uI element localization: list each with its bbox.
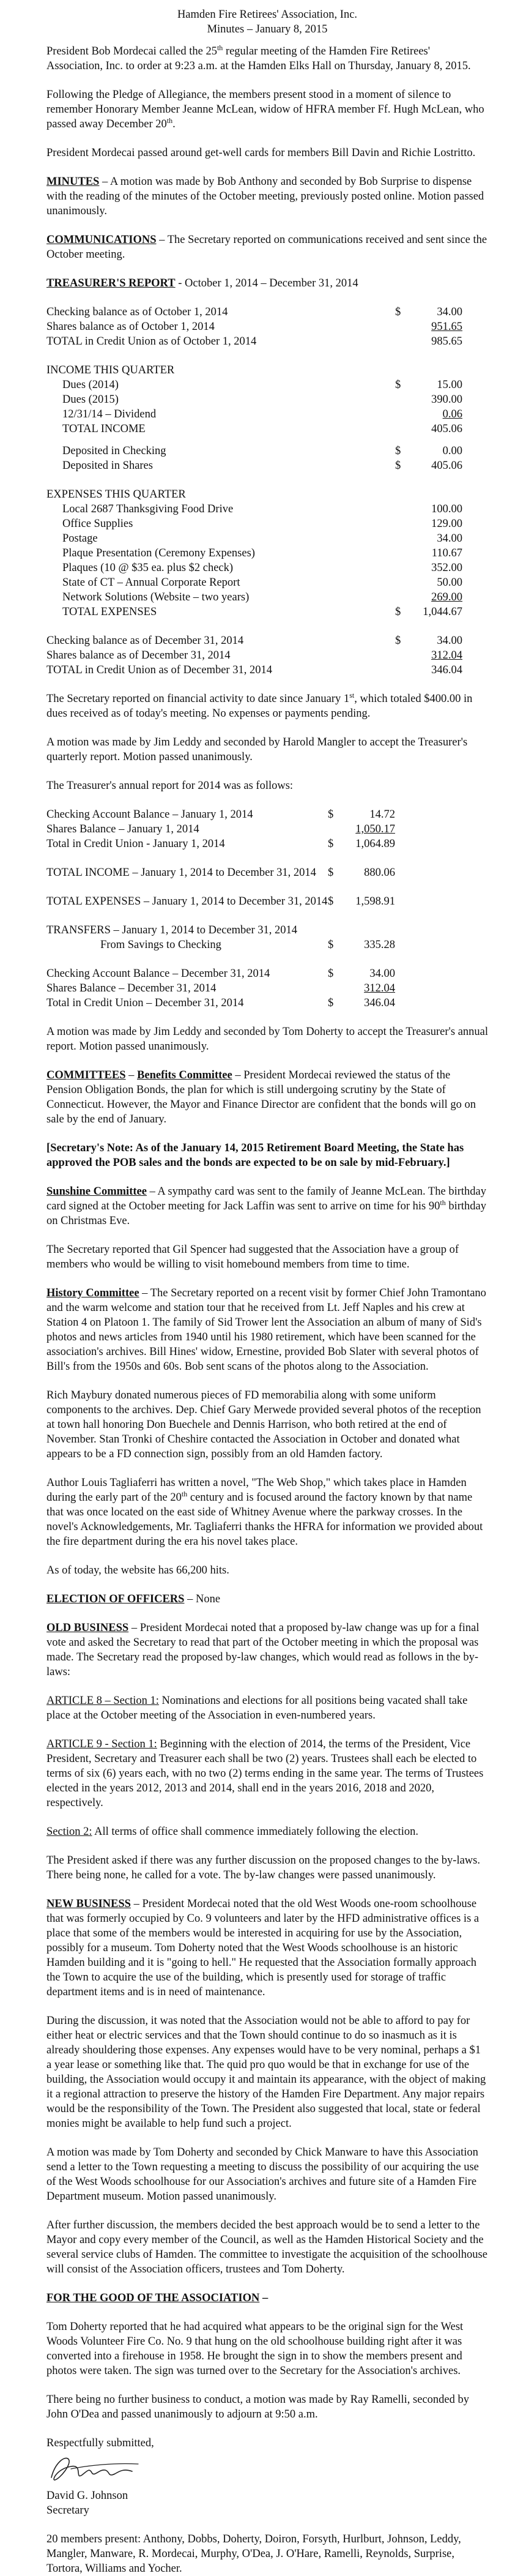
ledger-amount: 346.04 bbox=[364, 997, 395, 1009]
ledger-currency: $ bbox=[328, 808, 334, 821]
ledger-label: Checking balance as of October 1, 2014 bbox=[46, 306, 228, 318]
minutes-section: MINUTES – A motion was made by Bob Anthony and seconded by Bob Surprise to dispense with the reading of the minutes of the October meeting, previously posted online. Motion passed unanimously. bbox=[46, 176, 484, 217]
old-business-heading: OLD BUSINESS bbox=[46, 1622, 129, 1634]
ledger-amount: 129.00 bbox=[431, 518, 462, 530]
respectfully-submitted: Respectfully submitted, bbox=[46, 2437, 154, 2449]
ledger-row bbox=[46, 458, 488, 473]
ledger-label: From Savings to Checking bbox=[100, 939, 221, 951]
sunshine-committee-heading: Sunshine Committee bbox=[46, 1185, 147, 1198]
author-novel: Author Louis Tagliaferri has written a novel, "The Web Shop," which takes place in Hamden during the early part of the 20th century and is focused around the factory known by that name that was once located on the east side of Whitney Avenue where the parkway crosses. In the novel's Acknowledgements, Mr. Tagliaferri thanks the HFRA for information we provided about the fire department during the era his novel takes place. bbox=[46, 1477, 483, 1548]
ledger-label: TOTAL EXPENSES bbox=[62, 606, 157, 618]
election-of-officers: ELECTION OF OFFICERS – None bbox=[46, 1593, 221, 1605]
ledger-amount: 390.00 bbox=[431, 394, 462, 406]
communications-heading: COMMUNICATIONS bbox=[46, 234, 157, 246]
committees-heading: COMMITTEES bbox=[46, 1069, 126, 1081]
ledger-label: TOTAL INCOME bbox=[62, 423, 146, 435]
ledger-row bbox=[46, 561, 488, 575]
signature bbox=[46, 2451, 488, 2488]
ledger-row bbox=[46, 865, 488, 880]
ledger-label: Network Solutions (Website – two years) bbox=[62, 591, 250, 603]
ledger-amount: 34.00 bbox=[369, 968, 395, 980]
ledger-row bbox=[46, 422, 488, 436]
website-hits: As of today, the website has 66,200 hits. bbox=[46, 1564, 229, 1577]
deposits-list bbox=[46, 444, 488, 473]
ledger-amount: 1,050.17 bbox=[355, 823, 395, 835]
ledger-currency: $ bbox=[395, 606, 401, 618]
minutes-heading: MINUTES bbox=[46, 176, 100, 188]
ledger-row bbox=[46, 938, 488, 952]
treasurer-motion-annual: A motion was made by Jim Leddy and seconded by Tom Doherty to accept the Treasurer's annual report. Motion passed unanimously. bbox=[46, 1026, 489, 1053]
ledger-row bbox=[46, 531, 488, 546]
ledger-amount: 50.00 bbox=[437, 577, 462, 589]
ledger-label: Total in Credit Union - January 1, 2014 bbox=[46, 838, 225, 850]
ledger-row bbox=[46, 546, 488, 561]
ledger-row bbox=[46, 502, 488, 517]
sunshine-committee: Sunshine Committee – A sympathy card was sent to the family of Jeanne McLean. The birthday card signed at the October meeting for Jack Laffin was sent to arrive on time for his 90th birthday on Christmas Eve. bbox=[46, 1185, 486, 1227]
ledger-label: Dues (2014) bbox=[62, 379, 119, 391]
ledger-label: TOTAL INCOME – January 1, 2014 to December 31, 2014 bbox=[46, 867, 316, 879]
ledger-label: Local 2687 Thanksgiving Food Drive bbox=[62, 503, 234, 515]
ledger-label: Checking balance as of December 31, 2014 bbox=[46, 635, 244, 647]
ledger-row bbox=[46, 407, 488, 422]
treasurer-opening-balances bbox=[46, 305, 488, 349]
ledger-row bbox=[46, 966, 488, 981]
ledger-label: Dues (2015) bbox=[62, 394, 119, 406]
treasurer-heading-line: TREASURER'S REPORT - October 1, 2014 – December 31, 2014 bbox=[46, 277, 358, 289]
annual-opening-balances bbox=[46, 807, 488, 851]
dues-report: The Secretary reported on financial activity to date since January 1st, which totaled $400.00 in dues received as of today's meeting. No expenses or payments pending. bbox=[46, 690, 473, 720]
ledger-label: 12/31/14 – Dividend bbox=[62, 408, 157, 420]
ledger-label: Deposited in Checking bbox=[62, 445, 166, 457]
history-committee-heading: History Committee bbox=[46, 1287, 139, 1299]
new-business-discussion: During the discussion, it was noted that the Association would not be able to afford to pay for either heat or electric services and that the Town should continue to do so inasmuch as it is already shouldering those expenses. Any expenses would have to be very nominal, perhaps a $1 a year lease or something like that. The quid pro quo would be that in exchange for use of the building, the Association would occupy it and maintain its appearance, with the object of making it a regional attraction to preserve the history of the Hamden Fire Department. Any major repairs would be the responsibility of the Town. The President also suggested that local, state or federal monies might be available to help fund such a project. bbox=[46, 2015, 486, 2130]
ledger-label: Checking Account Balance – December 31, 2014 bbox=[46, 968, 270, 980]
annual-closing-balances bbox=[46, 966, 488, 1010]
ledger-amount: 0.00 bbox=[442, 445, 462, 457]
document-header bbox=[46, 7, 488, 37]
intro-pledge: Following the Pledge of Allegiance, the members present stood in a moment of silence to remember Honorary Member Jeanne McLean, widow of HFRA member Ff. Hugh McLean, who passed away December 20th. bbox=[46, 89, 484, 130]
ledger-amount: 14.72 bbox=[369, 808, 395, 821]
ledger-label: TOTAL EXPENSES – January 1, 2014 to December 31, 2014 bbox=[46, 895, 328, 908]
ledger-amount: 335.28 bbox=[364, 939, 395, 951]
ledger-amount: 110.67 bbox=[431, 547, 462, 559]
ledger-amount: 0.06 bbox=[442, 408, 462, 420]
ledger-currency: $ bbox=[328, 838, 334, 850]
ledger-label: Deposited in Shares bbox=[62, 460, 153, 472]
ledger-currency: $ bbox=[328, 968, 334, 980]
ledger-row bbox=[46, 633, 488, 648]
old-business: OLD BUSINESS – President Mordecai noted that a proposed by-law change was up for a final vote and asked the Secretary to read that part of the October meeting in which the proposal was made. The Secretary read the proposed by-law changes, which would read as follows in the by-laws: bbox=[46, 1622, 480, 1678]
ledger-row bbox=[46, 575, 488, 590]
ledger-row bbox=[46, 807, 488, 822]
ledger-currency: $ bbox=[395, 379, 401, 391]
maybury-donation: Rich Maybury donated numerous pieces of FD memorabilia along with some uniform components to the archives. Dep. Chief Gary Merwede provided several photos of the reception at town hall honoring Don Buechele and Dennis Harrison, who both retired at the end of November. Stan Tronki of Cheshire contacted the Association in October and donated what appears to be a FD connection sign, possibly from an old Hamden factory. bbox=[46, 1389, 481, 1460]
ledger-amount: 1,044.67 bbox=[423, 606, 462, 618]
ledger-row bbox=[46, 305, 488, 319]
ledger-label: TOTAL in Credit Union as of October 1, 2014 bbox=[46, 335, 257, 348]
ledger-row bbox=[46, 334, 488, 349]
ledger-amount: 312.04 bbox=[431, 649, 462, 662]
sign-report: Tom Doherty reported that he had acquired what appears to be the original sign for the West Woods Volunteer Fire Co. No. 9 that hung on the old schoolhouse building right after it was converted into a firehouse in 1958. He brought the sign in to show the members present and photos were taken. The sign was turned over to the Secretary for the Association's archives. bbox=[46, 2321, 464, 2377]
ledger-amount: 34.00 bbox=[437, 635, 462, 647]
ledger-currency: $ bbox=[328, 867, 334, 879]
article-9-heading: ARTICLE 9 - Section 1: bbox=[46, 1738, 157, 1750]
ledger-amount: 346.04 bbox=[431, 664, 462, 676]
ledger-amount: 951.65 bbox=[431, 321, 462, 333]
schoolhouse-motion: A motion was made by Tom Doherty and seconded by Chick Manware to have this Association send a letter to the Town requesting a meeting to discuss the possibility of our acquiring the use of the West Woods schoolhouse for our Association's archives and future site of a Hamden Fire Department museum. Motion passed unanimously. bbox=[46, 2146, 479, 2203]
ledger-label: Plaque Presentation (Ceremony Expenses) bbox=[62, 547, 255, 559]
ledger-label: Shares balance as of October 1, 2014 bbox=[46, 321, 215, 333]
elections-heading: ELECTION OF OFFICERS bbox=[46, 1593, 185, 1605]
ledger-row bbox=[46, 837, 488, 851]
ledger-amount: 405.06 bbox=[431, 460, 462, 472]
ledger-label: Plaques (10 @ $35 ea. plus $2 check) bbox=[62, 562, 234, 574]
ledger-label: Checking Account Balance – January 1, 2014 bbox=[46, 808, 253, 821]
ledger-amount: 405.06 bbox=[431, 423, 462, 435]
committees-benefits: COMMITTEES – Benefits Committee – President Mordecai reviewed the status of the Pension Obligation Bonds, the plan for which is still undergoing scrutiny by the State of Connecticut. However, the Mayor and Finance Director are confident that the bonds will go on sale by the end of January. bbox=[46, 1069, 476, 1126]
ledger-row bbox=[46, 378, 488, 392]
ledger-row bbox=[46, 981, 488, 996]
ledger-row bbox=[46, 319, 488, 334]
new-business-heading: NEW BUSINESS bbox=[46, 1898, 131, 1910]
good-of-association-heading-line: FOR THE GOOD OF THE ASSOCIATION – bbox=[46, 2292, 269, 2304]
expenses-list bbox=[46, 502, 488, 619]
schoolhouse-approach: After further discussion, the members decided the best approach would be to send a letter to the Mayor and copy every member of the Council, as well as the Hamden Historical Society and the several service clubs of Hamden. The committee to investigate the acquisition of the schoolhouse will consist of the Association officers, trustees and Tom Doherty. bbox=[46, 2219, 487, 2275]
ledger-amount: 34.00 bbox=[437, 306, 462, 318]
intro-call-to-order: President Bob Mordecai called the 25th regular meeting of the Hamden Fire Retirees' Association, Inc. to order at 9:23 a.m. at the Hamden Elks Hall on Thursday, January 8, 2015. bbox=[46, 43, 471, 72]
expenses-heading: EXPENSES THIS QUARTER bbox=[46, 488, 186, 501]
secretary-title: Secretary bbox=[46, 2504, 89, 2517]
ledger-amount: 880.06 bbox=[364, 867, 395, 879]
ledger-amount: 312.04 bbox=[364, 982, 395, 995]
ledger-row bbox=[46, 894, 488, 909]
intro-get-well: President Mordecai passed around get-well cards for members Bill Davin and Richie Lostritto. bbox=[46, 147, 476, 159]
ledger-row bbox=[46, 605, 488, 619]
income-heading: INCOME THIS QUARTER bbox=[46, 364, 175, 376]
ledger-row bbox=[46, 392, 488, 407]
ledger-amount: 985.65 bbox=[431, 335, 462, 348]
section-2-heading: Section 2: bbox=[46, 1826, 92, 1838]
secretary-note: [Secretary's Note: As of the January 14, 2015 Retirement Board Meeting, the State has approved the POB sales and the bonds are expected to be on sale by mid-February.] bbox=[46, 1142, 464, 1169]
ledger-amount: 269.00 bbox=[431, 591, 462, 603]
attendees-list: 20 members present: Anthony, Dobbs, Doherty, Doiron, Forsyth, Hurlburt, Johnson, Leddy, Mangler, Manware, R. Mordecai, Murphy, O'Dea, J. O'Hare, Ramelli, Reynolds, Surprise, Tortora, Williams and Yocher. bbox=[46, 2533, 461, 2575]
ledger-currency: $ bbox=[328, 895, 334, 908]
annual-total-expenses bbox=[46, 894, 488, 909]
signature-image bbox=[46, 2451, 150, 2488]
ledger-label: Office Supplies bbox=[62, 518, 133, 530]
spencer-suggestion: The Secretary reported that Gil Spencer had suggested that the Association have a group of members who would be willing to visit homebound members from time to time. bbox=[46, 1244, 459, 1271]
treasurer-closing-balances bbox=[46, 633, 488, 678]
article-9: ARTICLE 9 - Section 1: Beginning with the election of 2014, the terms of the President, Vice President, Secretary and Treasurer each shall be two (2) years. Trustees shall each be elected to terms of six (6) years each, with no two (2) terms ending in the same year. The terms of Trustees elected in the years 2012, 2013 and 2014, shall end in the years 2016, 2018 and 2020, respectively. bbox=[46, 1738, 484, 1809]
ledger-row bbox=[46, 590, 488, 605]
ledger-amount: 100.00 bbox=[431, 503, 462, 515]
treasurer-heading: TREASURER'S REPORT bbox=[46, 277, 176, 289]
transfers-label: TRANSFERS – January 1, 2014 to December 31, 2014 bbox=[46, 924, 298, 936]
ledger-currency: $ bbox=[395, 306, 401, 318]
ledger-row bbox=[46, 822, 488, 837]
income-list bbox=[46, 378, 488, 436]
org-name: Hamden Fire Retirees' Association, Inc. bbox=[177, 9, 358, 21]
article-8-heading: ARTICLE 8 – Section 1: bbox=[46, 1695, 159, 1707]
ledger-label: Postage bbox=[62, 532, 98, 545]
ledger-amount: 1,064.89 bbox=[355, 838, 395, 850]
ledger-amount: 15.00 bbox=[437, 379, 462, 391]
treasurer-motion-quarterly: A motion was made by Jim Leddy and seconded by Harold Mangler to accept the Treasurer's quarterly report. Motion passed unanimously. bbox=[46, 736, 468, 763]
ledger-row bbox=[46, 444, 488, 458]
ledger-amount: 1,598.91 bbox=[355, 895, 395, 908]
ledger-currency: $ bbox=[328, 939, 334, 951]
benefits-committee-heading: Benefits Committee bbox=[137, 1069, 232, 1081]
ledger-label: Total in Credit Union – December 31, 2014 bbox=[46, 997, 244, 1009]
ledger-currency: $ bbox=[395, 635, 401, 647]
ledger-label: Shares Balance – January 1, 2014 bbox=[46, 823, 199, 835]
section-2: Section 2: All terms of office shall commence immediately following the election. bbox=[46, 1826, 418, 1838]
good-of-association-heading: FOR THE GOOD OF THE ASSOCIATION bbox=[46, 2292, 260, 2304]
new-business: NEW BUSINESS – President Mordecai noted that the old West Woods one-room schoolhouse that was formerly occupied by Co. 9 volunteers and later by the HFD administrative offices is a place that some of the members would be interested in acquiring for use by the Association, possibly for a museum. Tom Doherty noted that the West Woods schoolhouse is an historic Hamden building and it is "going to hell." He requested that the Association formally approach the Town to acquire the use of the building, which is presently used for storage of traffic department items and is in need of maintenance. bbox=[46, 1898, 480, 1998]
history-committee: History Committee – The Secretary reported on a recent visit by former Chief John Tramontano and the warm welcome and station tour that he received from Lt. Jeff Naples and his crew at Station 4 on Platoon 1. The family of Sid Trower lent the Association an album of many of Sid's photos and news articles from 1940 until his 1980 retirement, which have been scanned for the association's archives. Bill Hines' widow, Ernestine, provided Bob Slater with several photos of Bill's from the 1950s and 60s. Bob sent scans of the photos along to the Association. bbox=[46, 1287, 486, 1373]
bylaw-vote: The President asked if there was any further discussion on the proposed changes to the by-laws. There being none, he called for a vote. The by-law changes were passed unanimously. bbox=[46, 1854, 480, 1881]
ledger-row bbox=[46, 996, 488, 1010]
adjournment: There being no further business to conduct, a motion was made by Ray Ramelli, seconded by John O'Dea and passed unanimously to adjourn at 9:50 a.m. bbox=[46, 2394, 470, 2421]
ledger-currency: $ bbox=[395, 460, 401, 472]
ledger-label: TOTAL in Credit Union as of December 31, 2014 bbox=[46, 664, 272, 676]
ledger-currency: $ bbox=[395, 445, 401, 457]
ledger-label: Shares balance as of December 31, 2014 bbox=[46, 649, 231, 662]
secretary-name: David G. Johnson bbox=[46, 2490, 128, 2502]
communications-section: COMMUNICATIONS – The Secretary reported on communications received and sent since the October meeting. bbox=[46, 234, 487, 261]
doc-subtitle: Minutes – January 8, 2015 bbox=[207, 23, 328, 35]
ledger-label: Shares Balance – December 31, 2014 bbox=[46, 982, 217, 995]
ledger-row bbox=[46, 517, 488, 531]
ledger-row bbox=[46, 648, 488, 663]
annual-total-income bbox=[46, 865, 488, 880]
ledger-currency: $ bbox=[328, 997, 334, 1009]
annual-report-intro: The Treasurer's annual report for 2014 was as follows: bbox=[46, 780, 294, 792]
ledger-amount: 352.00 bbox=[431, 562, 462, 574]
ledger-amount: 34.00 bbox=[437, 532, 462, 545]
annual-transfers bbox=[46, 938, 488, 952]
ledger-label: State of CT – Annual Corporate Report bbox=[62, 577, 240, 589]
article-8: ARTICLE 8 – Section 1: Nominations and elections for all positions being vacated shall take place at the October meeting of the Association in even-numbered years. bbox=[46, 1695, 468, 1722]
ledger-row bbox=[46, 663, 488, 678]
